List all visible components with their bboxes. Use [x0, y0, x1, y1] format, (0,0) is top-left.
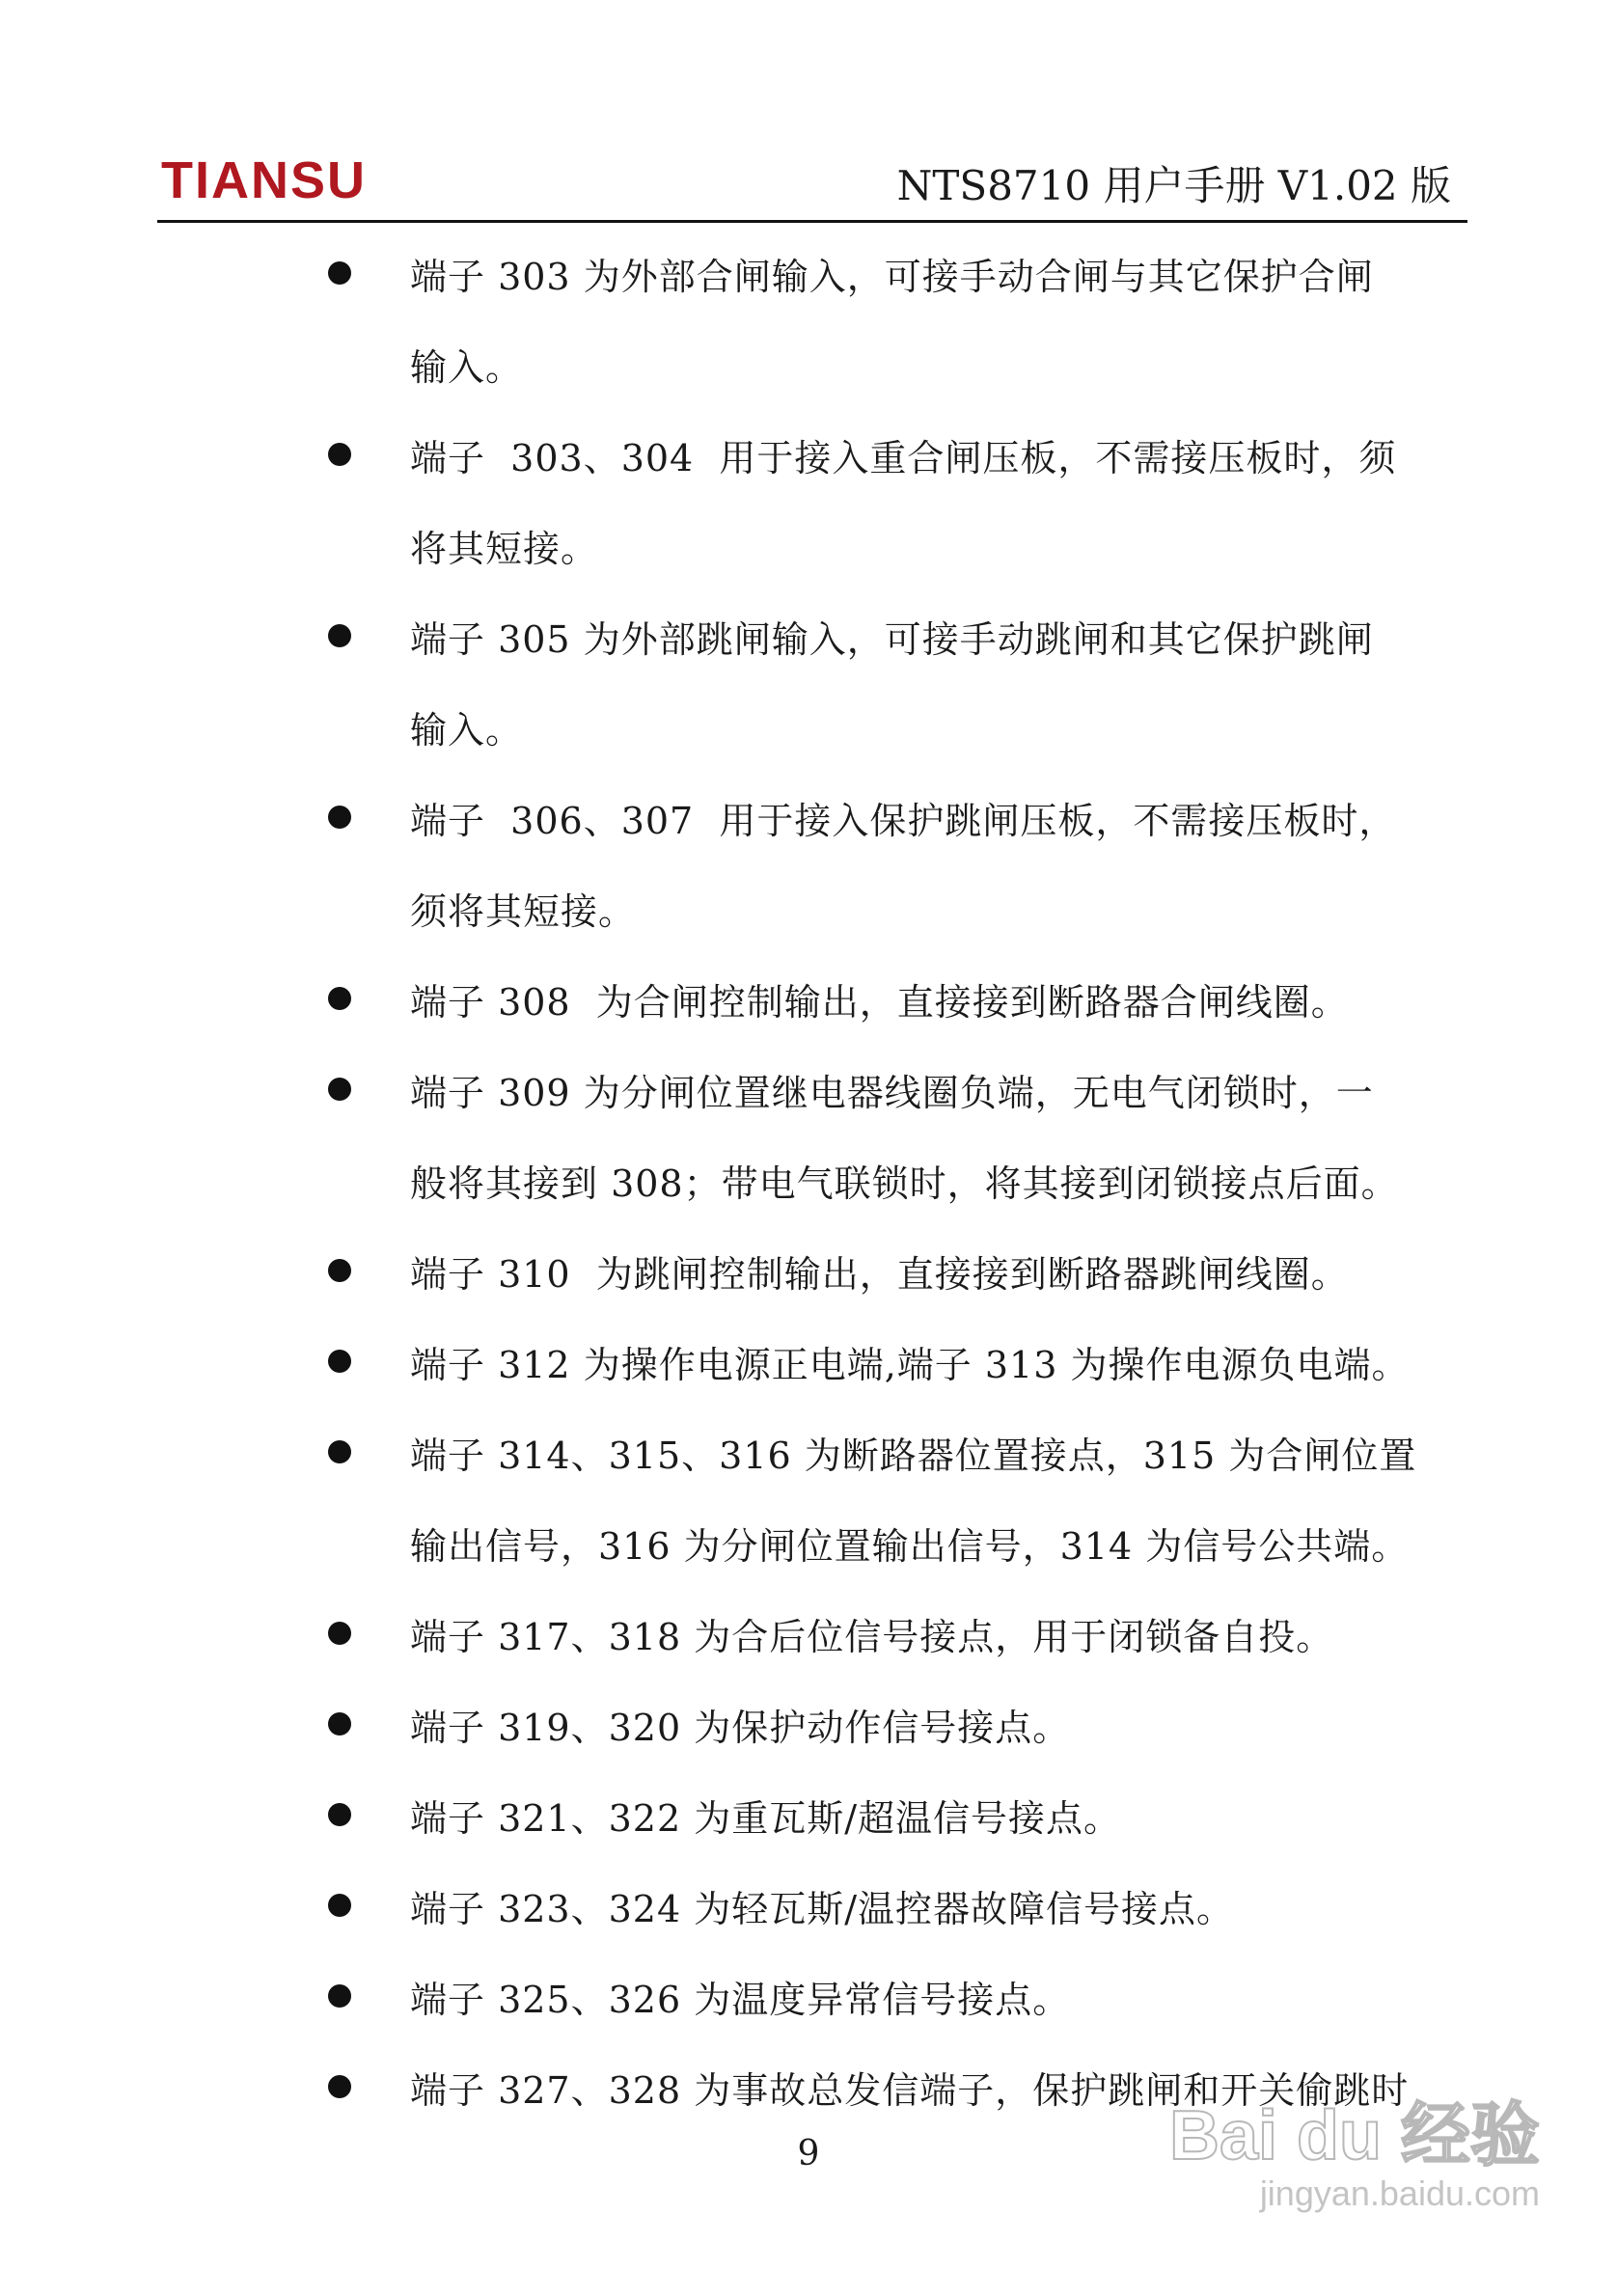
bullet-icon: [328, 1259, 351, 1282]
terminal-list: [0, 232, 1617, 2136]
list-item: [0, 1410, 1433, 1592]
list-item: [0, 1229, 1433, 1320]
bullet-icon: [328, 1894, 351, 1917]
list-item-text: 端子 309 为分闸位置继电器线圈负端，无电气闭锁时，一 般将其接到 308；带电气联锁时，将其接到闭锁接点后面。: [410, 1072, 1399, 1205]
watermark-brand: Bai du 经验: [1168, 2097, 1540, 2174]
bullet-icon: [328, 987, 351, 1010]
list-item: [0, 957, 1433, 1048]
bullet-icon: [328, 1712, 351, 1736]
bullet-icon: [328, 2075, 351, 2098]
list-item-text: 端子 306、307 用于接入保护跳闸压板，不需接压板时， 须将其短接。: [410, 800, 1397, 933]
baidu-watermark: [1168, 2097, 1540, 2213]
list-item-text: 端子 305 为外部跳闸输入，可接手动跳闸和其它保护跳闸 输入。: [410, 618, 1374, 752]
list-item-text: 端子 303 为外部合闸输入，可接手动合闸与其它保护合闸 输入。: [410, 256, 1374, 389]
bullet-icon: [328, 1803, 351, 1826]
tiansu-logo: TIANSU: [161, 151, 367, 209]
list-item-text: 端子 314、315、316 为断路器位置接点，315 为合闸位置 输出信号，316 为分闸位置输出信号，314 为信号公共端。: [410, 1435, 1417, 1568]
list-item: [0, 594, 1433, 776]
bullet-icon: [328, 443, 351, 466]
bullet-icon: [328, 1984, 351, 2008]
list-item: [0, 1320, 1433, 1410]
list-item: [0, 1682, 1433, 1773]
header-divider: [157, 220, 1467, 223]
list-item-text: 端子 325、326 为温度异常信号接点。: [410, 1979, 1071, 2021]
list-item: [0, 1864, 1433, 1954]
bullet-icon: [328, 1350, 351, 1373]
list-item: [0, 1773, 1433, 1864]
list-item: [0, 232, 1433, 413]
list-item-text: 端子 310 为跳闸控制输出，直接接到断路器跳闸线圈。: [410, 1253, 1349, 1296]
bullet-icon: [328, 624, 351, 647]
list-item-text: 端子 312 为操作电源正电端,端子 313 为操作电源负电端。: [410, 1344, 1410, 1386]
list-item-text: 端子 303、304 用于接入重合闸压板，不需接压板时，须 将其短接。: [410, 437, 1397, 570]
bullet-icon: [328, 1622, 351, 1645]
list-item: [0, 1048, 1433, 1229]
list-item: [0, 1592, 1433, 1682]
bullet-icon: [328, 1440, 351, 1463]
watermark-url: jingyan.baidu.com: [1259, 2173, 1540, 2213]
list-item: [0, 1954, 1433, 2045]
page-number: 9: [797, 2134, 820, 2173]
list-item-text: 端子 327、328 为事故总发信端子，保护跳闸和开关偷跳时: [410, 2069, 1410, 2112]
bullet-icon: [328, 1078, 351, 1101]
list-item-text: 端子 317、318 为合后位信号接点，用于闭锁备自投。: [410, 1616, 1334, 1658]
list-item-text: 端子 308 为合闸控制输出，直接接到断路器合闸线圈。: [410, 981, 1349, 1024]
bullet-icon: [328, 806, 351, 829]
list-item-text: 端子 319、320 为保护动作信号接点。: [410, 1707, 1071, 1749]
bullet-icon: [328, 261, 351, 285]
list-item: [0, 413, 1433, 594]
list-item: [0, 776, 1433, 957]
list-item-text: 端子 323、324 为轻瓦斯/温控器故障信号接点。: [410, 1888, 1235, 1930]
document-title: NTS8710 用户手册 V1.02 版: [896, 162, 1451, 209]
list-item-text: 端子 321、322 为重瓦斯/超温信号接点。: [410, 1797, 1122, 1840]
